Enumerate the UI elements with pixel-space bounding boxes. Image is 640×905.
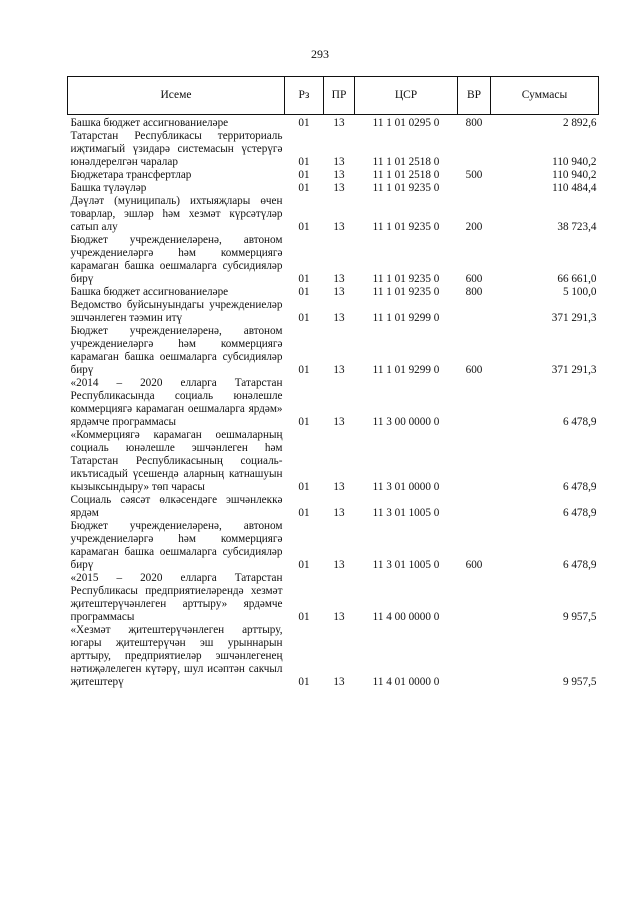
table-row <box>68 624 599 689</box>
table-row <box>68 130 599 169</box>
cell-pr: 13 <box>333 182 345 194</box>
cell-pr: 13 <box>333 312 345 324</box>
cell-sum: 6 478,9 <box>562 559 597 571</box>
cell-pr: 13 <box>333 676 345 688</box>
table-row <box>68 429 599 494</box>
cell-sum: 110 484,4 <box>552 182 597 194</box>
table-row <box>68 169 599 182</box>
cell-rz: 01 <box>298 169 310 181</box>
table-row <box>68 115 599 131</box>
cell-pr: 13 <box>333 364 345 376</box>
cell-csr: 11 1 01 9235 0 <box>372 182 440 194</box>
header-name: Исеме <box>68 77 285 115</box>
cell-name: Бюджет учреждениеләренә, автоном учреждениеләргә һәм коммерциягә карамаган башка оешмаларга субсидияләр бирү <box>70 234 283 285</box>
cell-sum: 38 723,4 <box>557 221 597 233</box>
cell-name: Башка бюджет ассигнованиеләре <box>70 286 229 298</box>
cell-rz: 01 <box>298 416 310 428</box>
cell-sum: 5 100,0 <box>562 286 597 298</box>
header-pr: ПР <box>324 77 355 115</box>
cell-vr <box>458 182 491 195</box>
cell-vr: 800 <box>465 286 483 298</box>
cell-name: Башка бюджет ассигнованиеләре <box>70 117 229 129</box>
cell-sum: 371 291,3 <box>551 364 597 376</box>
cell-sum: 6 478,9 <box>562 481 597 493</box>
table-row <box>68 182 599 195</box>
cell-pr: 13 <box>333 273 345 285</box>
cell-sum: 66 661,0 <box>557 273 597 285</box>
cell-sum: 110 940,2 <box>552 169 597 181</box>
cell-pr: 13 <box>333 507 345 519</box>
cell-name: «2014 – 2020 елларга Татарстан Республикасында социаль юнәлешле коммерциягә карамаган оешмаларга ярдәм» ярдәмче программасы <box>70 377 283 428</box>
cell-name: Башка түләүләр <box>70 182 147 194</box>
cell-vr: 600 <box>465 273 483 285</box>
cell-csr: 11 1 01 0295 0 <box>372 117 440 129</box>
header-vr: ВР <box>458 77 491 115</box>
header-sum: Суммасы <box>491 77 599 115</box>
cell-name: Бюджет учреждениеләренә, автоном учреждениеләргә һәм коммерциягә карамаган башка оешмаларга субсидияләр бирү <box>70 520 283 571</box>
cell-sum: 6 478,9 <box>562 416 597 428</box>
cell-pr: 13 <box>333 117 345 129</box>
table-row <box>68 377 599 429</box>
cell-rz: 01 <box>298 286 310 298</box>
cell-rz: 01 <box>298 221 310 233</box>
cell-name: «Коммерциягә карамаган оешмаларның социаль юнәлешле эшчәнлеген һәм Татарстан Республикасының социаль-икътисадый үсешендә аларның катнашуын кызыксындыру» төп чарасы <box>70 429 283 493</box>
cell-csr: 11 3 00 0000 0 <box>372 416 440 428</box>
cell-csr: 11 1 01 2518 0 <box>372 169 440 181</box>
table-row <box>68 520 599 572</box>
cell-rz: 01 <box>298 182 310 194</box>
cell-csr: 11 3 01 0000 0 <box>372 481 440 493</box>
cell-pr: 13 <box>333 169 345 181</box>
cell-vr: 500 <box>465 169 483 181</box>
page-number: 293 <box>311 47 329 61</box>
cell-csr: 11 1 01 9235 0 <box>372 221 440 233</box>
cell-sum: 9 957,5 <box>562 611 597 623</box>
cell-vr: 600 <box>465 559 483 571</box>
cell-vr <box>458 429 491 494</box>
cell-name: Татарстан Республикасы территориаль иҗтимагый үзидарә системасын үстерүгә юнәлдерелгән чаралар <box>70 130 283 168</box>
header-csr: ЦСР <box>355 77 458 115</box>
cell-name: «Хезмәт җитештерүчәнлеген арттыру, югары җитештерүчән эш урыннарын арттыру, предприятиеләр эшчәнлегенең нәтиҗәлелеген күтәрү, шул исәптән сакчыл җитештерү <box>70 624 283 688</box>
table-row <box>68 494 599 520</box>
cell-rz: 01 <box>298 312 310 324</box>
table-row <box>68 299 599 325</box>
cell-rz: 01 <box>298 481 310 493</box>
cell-sum: 371 291,3 <box>551 312 597 324</box>
budget-table <box>67 76 599 689</box>
cell-pr: 13 <box>333 286 345 298</box>
header-rz: Рз <box>285 77 324 115</box>
cell-csr: 11 3 01 1005 0 <box>372 559 440 571</box>
cell-rz: 01 <box>298 676 310 688</box>
cell-rz: 01 <box>298 273 310 285</box>
cell-rz: 01 <box>298 507 310 519</box>
cell-rz: 01 <box>298 156 310 168</box>
cell-name: Бюджетара трансфертлар <box>70 169 192 181</box>
cell-vr <box>458 494 491 520</box>
cell-csr: 11 1 01 2518 0 <box>372 156 440 168</box>
table-row <box>68 325 599 377</box>
cell-csr: 11 1 01 9235 0 <box>372 286 440 298</box>
cell-sum: 110 940,2 <box>552 156 597 168</box>
cell-rz: 01 <box>298 611 310 623</box>
table-body <box>68 115 599 690</box>
cell-vr: 200 <box>465 221 483 233</box>
cell-name: Социаль сәясәт өлкәсендәге эшчәнлеккә ярдәм <box>70 494 283 519</box>
table-row <box>68 234 599 286</box>
cell-sum: 6 478,9 <box>562 507 597 519</box>
cell-csr: 11 4 01 0000 0 <box>372 676 440 688</box>
table-row <box>68 195 599 234</box>
cell-csr: 11 1 01 9299 0 <box>372 312 440 324</box>
cell-sum: 9 957,5 <box>562 676 597 688</box>
cell-name: Дәүләт (муниципаль) ихтыяҗлары өчен товарлар, эшләр һәм хезмәт күрсәтүләр сатып алу <box>70 195 283 233</box>
cell-sum: 2 892,6 <box>562 117 597 129</box>
cell-name: «2015 – 2020 елларга Татарстан Республикасы предприятиеләрендә хезмәт җитештерүчәнлеген арттыру» ярдәмче программасы <box>70 572 283 623</box>
cell-vr <box>458 299 491 325</box>
cell-vr: 800 <box>465 117 483 129</box>
cell-rz: 01 <box>298 364 310 376</box>
cell-pr: 13 <box>333 156 345 168</box>
table-row <box>68 286 599 299</box>
cell-csr: 11 3 01 1005 0 <box>372 507 440 519</box>
table-header <box>68 77 599 115</box>
cell-vr <box>458 130 491 169</box>
cell-vr <box>458 377 491 429</box>
cell-pr: 13 <box>333 559 345 571</box>
cell-csr: 11 4 00 0000 0 <box>372 611 440 623</box>
cell-pr: 13 <box>333 416 345 428</box>
cell-csr: 11 1 01 9299 0 <box>372 364 440 376</box>
cell-rz: 01 <box>298 117 310 129</box>
header-row <box>68 77 599 115</box>
cell-rz: 01 <box>298 559 310 571</box>
cell-pr: 13 <box>333 221 345 233</box>
cell-vr <box>458 572 491 624</box>
cell-csr: 11 1 01 9235 0 <box>372 273 440 285</box>
cell-vr: 600 <box>465 364 483 376</box>
cell-name: Ведомство буйсынуындагы учреждениеләр эшчәнлеген тәэмин итү <box>70 299 283 324</box>
cell-pr: 13 <box>333 611 345 623</box>
cell-vr <box>458 624 491 689</box>
cell-name: Бюджет учреждениеләренә, автоном учреждениеләргә һәм коммерциягә карамаган башка оешмаларга субсидияләр бирү <box>70 325 283 376</box>
cell-pr: 13 <box>333 481 345 493</box>
table-row <box>68 572 599 624</box>
